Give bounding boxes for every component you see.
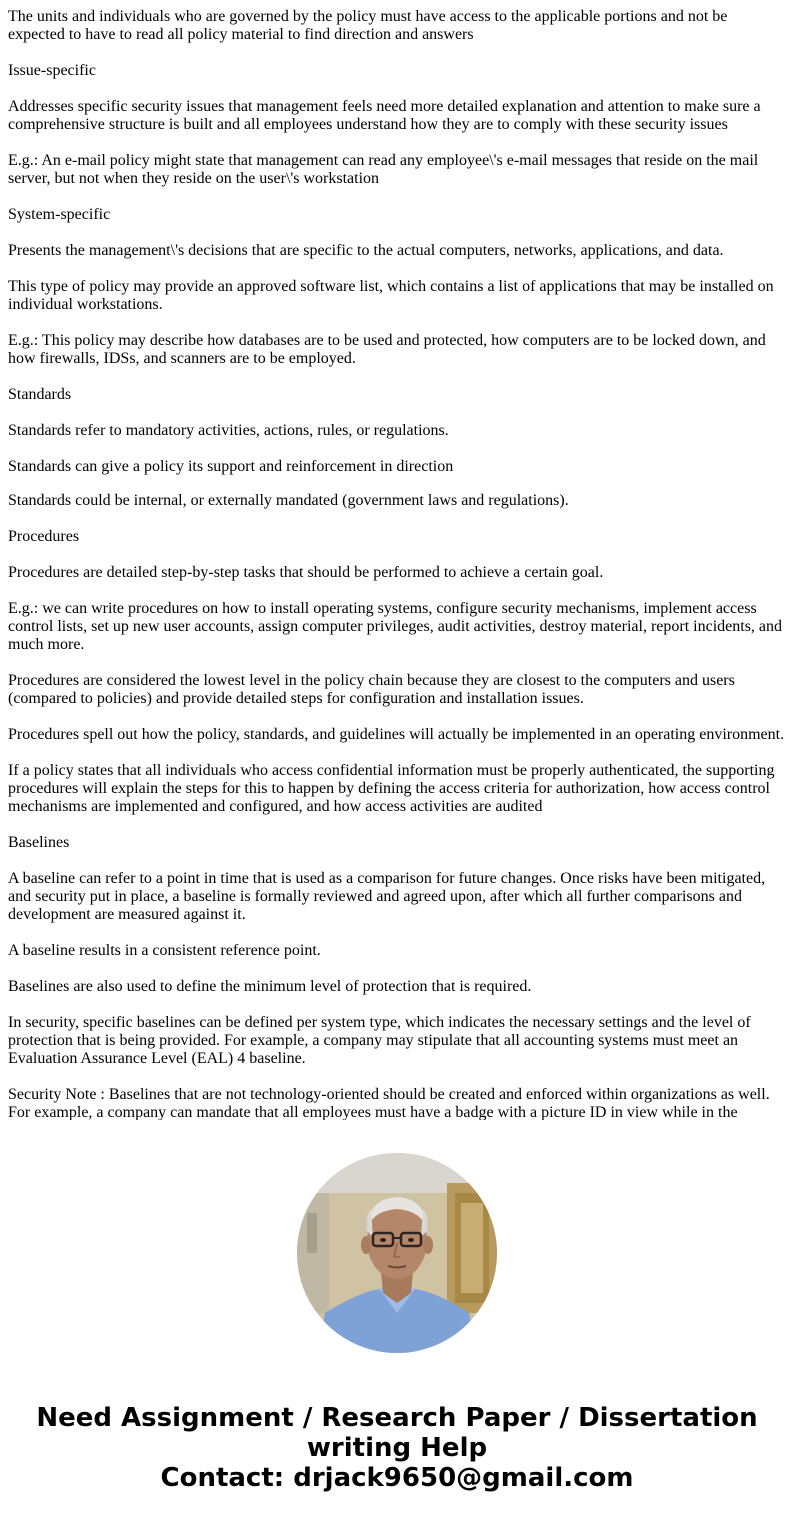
promo-line: writing Help [306,1433,488,1463]
section-heading: System-specific [8,206,111,223]
portrait-photo [297,1153,497,1353]
section-heading: Standards [8,386,72,403]
paragraph: Standards refer to mandatory activities, actions, rules, or regulations. [8,422,449,439]
paragraph: Baselines are also used to define the minimum level of protection that is required. [8,978,532,995]
section-heading: Baselines [8,834,70,851]
paragraph: The units and individuals who are governed by the policy must have access to the applicable portions and not be expected to have to read all policy material to find direction and answers [8,8,728,43]
paragraph: A baseline results in a consistent reference point. [8,942,321,959]
paragraph: A baseline can refer to a point in time that is used as a comparison for future changes. Once risks have been mitigated, and security put in place, a baseline is formally reviewed and agreed upon, after which all further comparisons and development are measured against it. [8,870,766,923]
paragraph: Standards could be internal, or externally mandated (government laws and regulations). [8,492,569,509]
paragraph: If a policy states that all individuals who access confidential information must be properly authenticated, the supporting procedures will explain the steps for this to happen by defining the access criteria for authorization, how access control mechanisms are implemented and configured, and how access activities are audited [8,762,775,815]
avatar [297,1153,497,1353]
paragraph: In security, specific baselines can be defined per system type, which indicates the necessary settings and the level of protection that is being provided. For example, a company may stipulate that all accounting systems must meet an Evaluation Assurance Level (EAL) 4 baseline. [8,1014,751,1067]
paragraph: Security Note : Baselines that are not technology-oriented should be created and enforced within organizations as well. For example, a company can mandate that all employees must have a badge with a picture ID in view while in the [8,1086,770,1120]
paragraph: E.g.: This policy may describe how databases are to be used and protected, how computers are to be locked down, and how firewalls, IDSs, and scanners are to be employed. [8,332,766,367]
promo-banner [0,1403,794,1493]
promo-line: Need Assignment / Research Paper / Dissertation [36,1403,758,1433]
paragraph: Presents the management\'s decisions that are specific to the actual computers, networks, applications, and data. [8,242,724,259]
promo-contact: Contact: drjack9650@gmail.com [160,1463,634,1493]
paragraph: Standards can give a policy its support and reinforcement in direction [8,458,454,475]
paragraph: Procedures are detailed step-by-step tasks that should be performed to achieve a certain goal. [8,564,604,581]
section-heading: Issue-specific [8,62,96,79]
paragraph: This type of policy may provide an approved software list, which contains a list of applications that may be installed on individual workstations. [8,278,774,313]
paragraph: Procedures spell out how the policy, standards, and guidelines will actually be implemented in an operating environment. [8,726,785,743]
paragraph: E.g.: we can write procedures on how to install operating systems, configure security mechanisms, implement access control lists, set up new user accounts, assign computer privileges, audit activities, destroy material, report incidents, and much more. [8,600,783,653]
section-heading: Procedures [8,528,80,545]
paragraph: Procedures are considered the lowest level in the policy chain because they are closest to the computers and users (compared to policies) and provide detailed steps for configuration and installation issues. [8,672,735,707]
paragraph: E.g.: An e-mail policy might state that management can read any employee\'s e-mail messages that reside on the mail server, but not when they reside on the user\'s workstation [8,152,759,187]
document-body [8,8,786,1120]
paragraph: Addresses specific security issues that management feels need more detailed explanation and attention to make sure a comprehensive structure is built and all employees understand how they are to comply with these security issues [8,98,761,133]
